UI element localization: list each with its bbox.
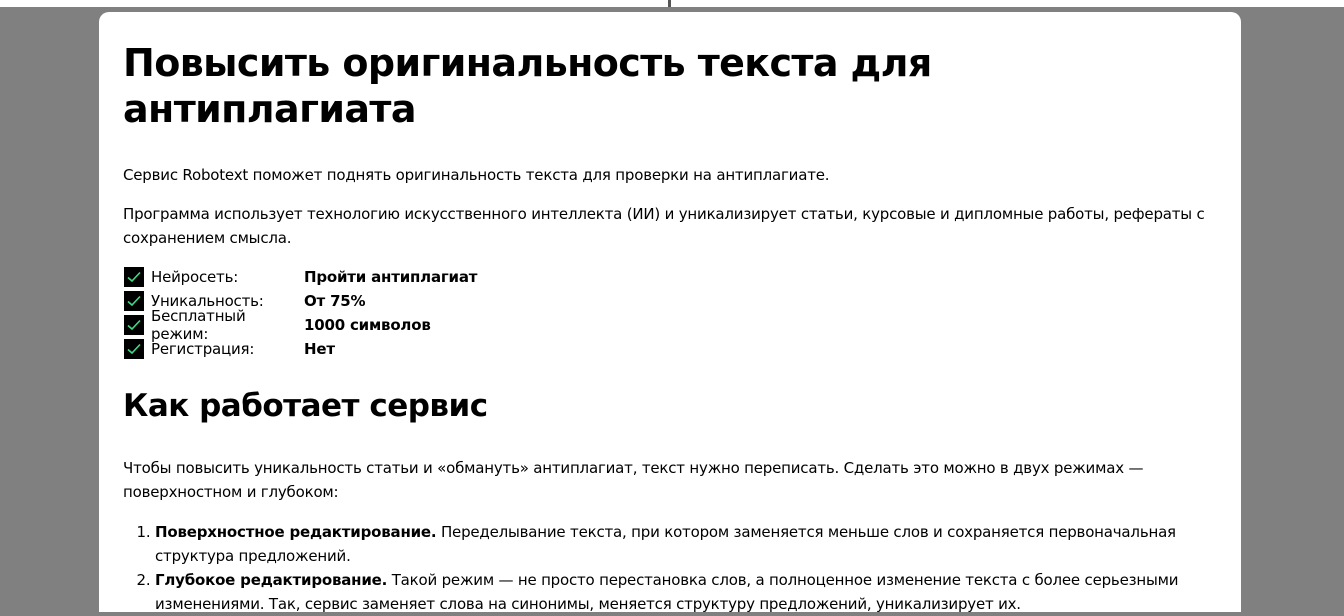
list-item-deep-mode xyxy=(155,568,1217,616)
how-it-works-heading: Как работает сервис xyxy=(123,388,488,424)
mode-text: Такой режим — не просто перестановка слов, а полноценное изменение текста с более серьезными изменениями. Так, сервис заменяет слова на синонимы, меняется структуру предложений, уникализирует их. xyxy=(155,571,1179,613)
description-paragraph: Программа использует технологию искусственного интеллекта (ИИ) и уникализирует статьи, курсовые и дипломные работы, рефераты с сохранением смысла. xyxy=(123,205,1205,247)
page-title: Повысить оригинальность текста для антиплагиата xyxy=(123,41,932,131)
feature-row-neural xyxy=(123,265,1217,289)
how-it-works-paragraph: Чтобы повысить уникальность статьи и «обмануть» антиплагиат, текст нужно переписать. Сделать это можно в двух режимах — поверхностном и глубоком: xyxy=(123,459,1144,501)
mode-text: Переделывание текста, при котором заменяется меньше слов и сохраняется первоначальная структура предложений. xyxy=(155,523,1176,565)
list-item-surface-mode xyxy=(155,520,1217,568)
feature-label: Регистрация: xyxy=(151,340,255,358)
feature-value: Пройти антиплагиат xyxy=(304,268,478,286)
feature-label: Бесплатный режим: xyxy=(151,307,246,343)
content-card xyxy=(99,12,1241,612)
intro-paragraph: Сервис Robotext поможет поднять оригинальность текста для проверки на антиплагиате. xyxy=(123,166,830,184)
feature-row-registration xyxy=(123,337,1217,361)
modes-list xyxy=(123,520,1217,616)
feature-value: От 75% xyxy=(304,292,366,310)
features-list xyxy=(123,265,1217,361)
top-strip-left xyxy=(0,0,668,7)
check-icon xyxy=(124,315,144,335)
feature-label: Уникальность: xyxy=(151,292,264,310)
mode-title: Глубокое редактирование. xyxy=(155,571,388,589)
mode-title: Поверхностное редактирование. xyxy=(155,523,437,541)
top-strip-right xyxy=(671,0,1344,7)
check-icon xyxy=(124,339,144,359)
feature-row-free-mode xyxy=(123,307,1217,343)
feature-value: Нет xyxy=(304,340,335,358)
top-strip xyxy=(0,0,1344,7)
feature-label: Нейросеть: xyxy=(151,268,239,286)
check-icon xyxy=(124,291,144,311)
feature-value: 1000 символов xyxy=(304,316,431,334)
check-icon xyxy=(124,267,144,287)
